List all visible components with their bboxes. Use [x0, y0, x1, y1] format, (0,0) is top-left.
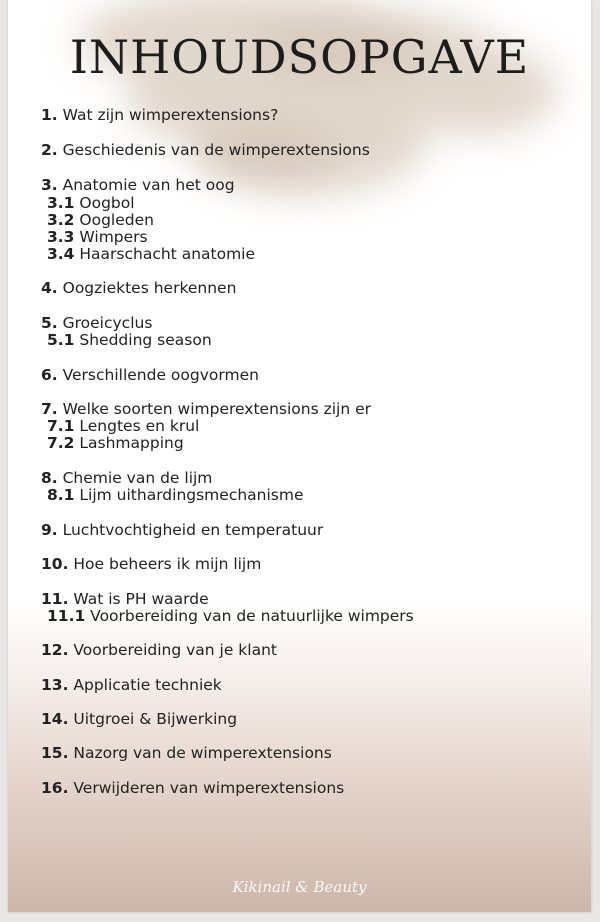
toc-entry-number: 3.1	[47, 194, 75, 212]
toc-entry	[41, 106, 278, 124]
toc-entry-text: Hoe beheers ik mijn lijm	[68, 555, 262, 573]
toc-entry-number: 1.	[41, 106, 58, 124]
toc-entry	[41, 521, 323, 539]
toc-entry	[41, 176, 235, 194]
toc-entry-number: 14.	[41, 710, 69, 728]
toc-entry-number: 2.	[41, 141, 58, 159]
toc-entry	[41, 314, 152, 332]
toc-entry-number: 7.	[41, 400, 58, 418]
toc-subentry	[41, 486, 304, 504]
toc-entry	[41, 641, 277, 659]
toc-entry-number: 3.	[41, 176, 58, 194]
toc-subentry	[41, 331, 212, 349]
toc-entry-number: 4.	[41, 279, 58, 297]
toc-entry-number: 13.	[41, 676, 69, 694]
toc-entry	[41, 366, 259, 384]
toc-entry-text: Wat zijn wimperextensions?	[57, 106, 279, 124]
toc-entry-number: 3.2	[47, 211, 75, 229]
toc-entry-number: 5.1	[47, 331, 75, 349]
toc-entry-text: Lashmapping	[74, 434, 184, 452]
toc-entry-number: 3.4	[47, 245, 75, 263]
toc-subentry	[41, 228, 148, 246]
toc-entry-number: 10.	[41, 555, 69, 573]
toc-entry-text: Haarschacht anatomie	[74, 245, 256, 263]
toc-entry	[41, 400, 371, 418]
toc-entry-number: 12.	[41, 641, 69, 659]
toc-entry-text: Oogziektes herkennen	[57, 279, 237, 297]
toc-entry-text: Welke soorten wimperextensions zijn er	[57, 400, 372, 418]
toc-subentry	[41, 194, 135, 212]
toc-entry	[41, 590, 209, 608]
toc-subentry	[41, 245, 255, 263]
toc-entry-text: Wimpers	[74, 228, 148, 246]
toc-subentry	[41, 607, 414, 625]
toc-entry	[41, 676, 222, 694]
toc-entry-text: Verwijderen van wimperextensions	[68, 779, 345, 797]
toc-entry-number: 7.2	[47, 434, 75, 452]
toc-subentry	[41, 417, 199, 435]
toc-entry-text: Applicatie techniek	[68, 676, 222, 694]
signature-logo: Kikinail & Beauty	[232, 878, 367, 896]
toc-entry	[41, 469, 212, 487]
toc-entry-number: 16.	[41, 779, 69, 797]
toc-entry-number: 5.	[41, 314, 58, 332]
page-title: INHOUDSOPGAVE	[69, 30, 530, 84]
toc-subentry	[41, 211, 154, 229]
toc-entry-number: 6.	[41, 366, 58, 384]
toc-entry-number: 11.	[41, 590, 69, 608]
toc-entry-text: Voorbereiding van de natuurlijke wimpers	[85, 607, 414, 625]
toc-entry-text: Wat is PH waarde	[68, 590, 209, 608]
toc-entry-number: 11.1	[47, 607, 86, 625]
toc-entry-text: Nazorg van de wimperextensions	[68, 744, 332, 762]
toc-entry-number: 7.1	[47, 417, 75, 435]
toc-entry	[41, 555, 261, 573]
toc-entry-text: Oogbol	[74, 194, 135, 212]
toc-entry-text: Shedding season	[74, 331, 212, 349]
toc-entry-number: 8.1	[47, 486, 75, 504]
toc-entry-text: Uitgroei & Bijwerking	[68, 710, 238, 728]
toc-entry	[41, 710, 237, 728]
toc-entry-number: 8.	[41, 469, 58, 487]
toc-entry	[41, 279, 236, 297]
toc-entry-text: Oogleden	[74, 211, 154, 229]
toc-entry-text: Voorbereiding van je klant	[68, 641, 277, 659]
toc-entry	[41, 779, 344, 797]
toc-entry-text: Anatomie van het oog	[57, 176, 235, 194]
toc-entry-text: Lengtes en krul	[74, 417, 200, 435]
toc-entry-number: 3.3	[47, 228, 75, 246]
toc-entry-text: Luchtvochtigheid en temperatuur	[57, 521, 324, 539]
toc-entry-number: 15.	[41, 744, 69, 762]
toc-entry	[41, 141, 370, 159]
toc-entry-text: Groeicyclus	[57, 314, 153, 332]
toc-entry-text: Chemie van de lijm	[57, 469, 213, 487]
toc-entry-text: Verschillende oogvormen	[57, 366, 259, 384]
toc-entry-number: 9.	[41, 521, 58, 539]
toc-page	[8, 0, 591, 912]
toc-entry-text: Lijm uithardingsmechanisme	[74, 486, 304, 504]
toc-subentry	[41, 434, 184, 452]
toc-entry	[41, 744, 332, 762]
toc-entry-text: Geschiedenis van de wimperextensions	[57, 141, 370, 159]
